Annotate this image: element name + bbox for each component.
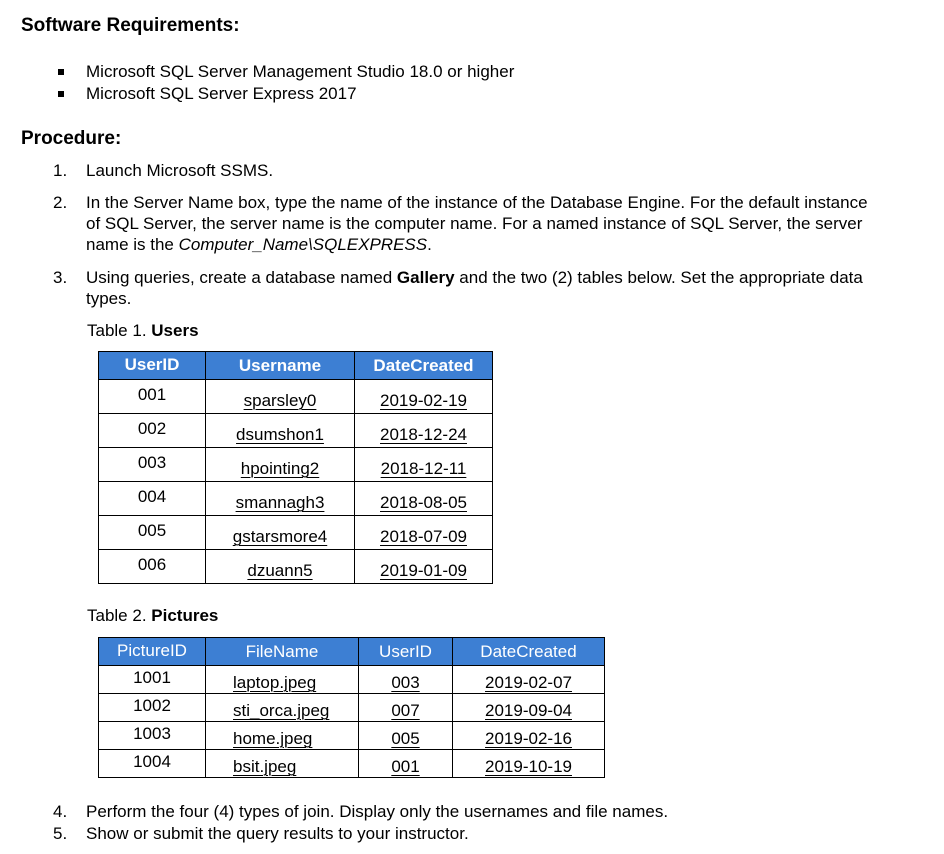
pictures-table [98, 637, 605, 778]
table-cell [99, 448, 206, 482]
bullet-icon [58, 69, 64, 75]
step-number: 5. [53, 824, 68, 843]
cell-text: hpointing2 [240, 459, 320, 478]
table-row [99, 414, 493, 448]
cell-text: 2019-01-09 [380, 561, 467, 580]
table-cell [206, 414, 355, 448]
software-heading: Software Requirements: [21, 15, 240, 36]
table-cell [206, 516, 355, 550]
step-text-part: Using queries, create a database named [86, 268, 397, 287]
cell-text: sparsley0 [243, 391, 317, 410]
table-cell [359, 694, 453, 722]
computer-name-italic: Computer_Name\SQLEXPRESS [178, 235, 428, 254]
table-header [206, 638, 359, 666]
cell-text: dzuann5 [247, 561, 313, 580]
step-number: 4. [53, 802, 68, 821]
table-cell [355, 414, 493, 448]
table-cell [206, 750, 359, 778]
cell-text: 005 [391, 729, 420, 748]
step-text: In the Server Name box, type the name of the instance of the Database Engine. For the default instance [86, 193, 868, 212]
table-cell [355, 550, 493, 584]
cell-text: sti_orca.jpeg [233, 701, 330, 720]
header-label: UserID [124, 355, 180, 374]
table-row [99, 750, 605, 778]
table-cell [206, 482, 355, 516]
table-header [359, 638, 453, 666]
table-cell [453, 666, 605, 694]
cell-text: 2018-12-11 [380, 459, 467, 478]
step-text-part: and the two (2) tables below. Set the appropriate data [454, 268, 863, 287]
table-cell [99, 550, 206, 584]
table-cell [453, 722, 605, 750]
table-cell [355, 448, 493, 482]
table-cell [99, 414, 206, 448]
cell-text: smannagh3 [235, 493, 325, 512]
cell-text: 1001 [133, 668, 171, 687]
cell-text: 2018-08-05 [380, 493, 467, 512]
cell-text: 004 [137, 487, 167, 506]
table-row [99, 666, 605, 694]
table-row [99, 694, 605, 722]
table1-caption [87, 321, 199, 341]
cell-text: 007 [391, 701, 420, 720]
cell-text: dsumshon1 [236, 425, 324, 444]
cell-text: bsit.jpeg [233, 757, 297, 776]
table-row [99, 380, 493, 414]
database-name: Gallery [396, 268, 455, 287]
step-text: Show or submit the query results to your instructor. [86, 824, 469, 843]
header-label: DateCreated [373, 355, 474, 375]
table-header [99, 352, 206, 380]
cell-text: 006 [137, 555, 167, 574]
caption-prefix: Table 2. [87, 606, 152, 625]
caption-title: Pictures [151, 606, 219, 625]
cell-text: 1003 [133, 724, 171, 743]
cell-text: 2018-07-09 [380, 527, 467, 546]
table-cell [99, 722, 206, 750]
cell-text: home.jpeg [233, 729, 313, 748]
table-cell [453, 694, 605, 722]
header-label: PictureID [117, 641, 187, 660]
table-cell [206, 448, 355, 482]
step-text-part: name is the [86, 235, 179, 254]
table-header [206, 352, 355, 380]
cell-text: 2019-02-07 [485, 673, 572, 692]
software-item: Microsoft SQL Server Management Studio 18.0 or higher [86, 62, 515, 81]
header-label: Username [238, 355, 322, 375]
table-cell [99, 750, 206, 778]
cell-text: 2019-02-19 [380, 391, 467, 410]
cell-text: 003 [137, 453, 167, 472]
cell-text: gstarsmore4 [232, 527, 328, 546]
bullet-icon [58, 91, 64, 97]
cell-text: 001 [137, 385, 167, 404]
table-cell [359, 750, 453, 778]
table-cell [359, 722, 453, 750]
table-cell [206, 380, 355, 414]
table-cell [99, 516, 206, 550]
table-cell [355, 380, 493, 414]
table-cell [355, 482, 493, 516]
cell-text: 2019-10-19 [485, 757, 572, 776]
cell-text: 001 [391, 757, 420, 776]
caption-title: Users [151, 321, 199, 340]
table-header [453, 638, 605, 666]
step-text-part: . [427, 235, 432, 254]
table-cell [99, 694, 206, 722]
table-cell [99, 482, 206, 516]
table-row [99, 516, 493, 550]
table-cell [99, 380, 206, 414]
header-label: FileName [245, 641, 319, 661]
step-number: 3. [53, 268, 68, 287]
table-row [99, 482, 493, 516]
table-header [99, 638, 206, 666]
table-cell [355, 516, 493, 550]
table-cell [206, 722, 359, 750]
step-number: 2. [53, 193, 68, 212]
step-text: types. [86, 289, 132, 308]
table-row [99, 722, 605, 750]
caption-prefix: Table 1. [87, 321, 152, 340]
step-text [86, 235, 432, 255]
table-row [99, 448, 493, 482]
cell-text: 2019-02-16 [485, 729, 572, 748]
cell-text: 003 [391, 673, 420, 692]
table-cell [206, 694, 359, 722]
procedure-heading: Procedure: [21, 128, 122, 149]
cell-text: laptop.jpeg [233, 673, 317, 692]
cell-text: 005 [137, 521, 167, 540]
cell-text: 2018-12-24 [380, 425, 467, 444]
software-item: Microsoft SQL Server Express 2017 [86, 84, 357, 103]
table-cell [453, 750, 605, 778]
step-text [86, 268, 863, 288]
cell-text: 2019-09-04 [485, 701, 572, 720]
header-label: DateCreated [480, 641, 577, 661]
table-cell [99, 666, 206, 694]
step-text: of SQL Server, the server name is the computer name. For a named instance of SQL Server, the server [86, 214, 863, 233]
cell-text: 1004 [133, 752, 171, 771]
users-table [98, 351, 493, 584]
table2-caption [87, 606, 218, 626]
header-label: UserID [379, 641, 432, 661]
cell-text: 002 [137, 419, 167, 438]
step-number: 1. [53, 161, 68, 180]
table-cell [206, 550, 355, 584]
table-header [355, 352, 493, 380]
step-text: Launch Microsoft SSMS. [86, 161, 274, 180]
step-text: Perform the four (4) types of join. Display only the usernames and file names. [86, 802, 669, 821]
table-cell [359, 666, 453, 694]
table-cell [206, 666, 359, 694]
table-row [99, 550, 493, 584]
cell-text: 1002 [133, 696, 171, 715]
